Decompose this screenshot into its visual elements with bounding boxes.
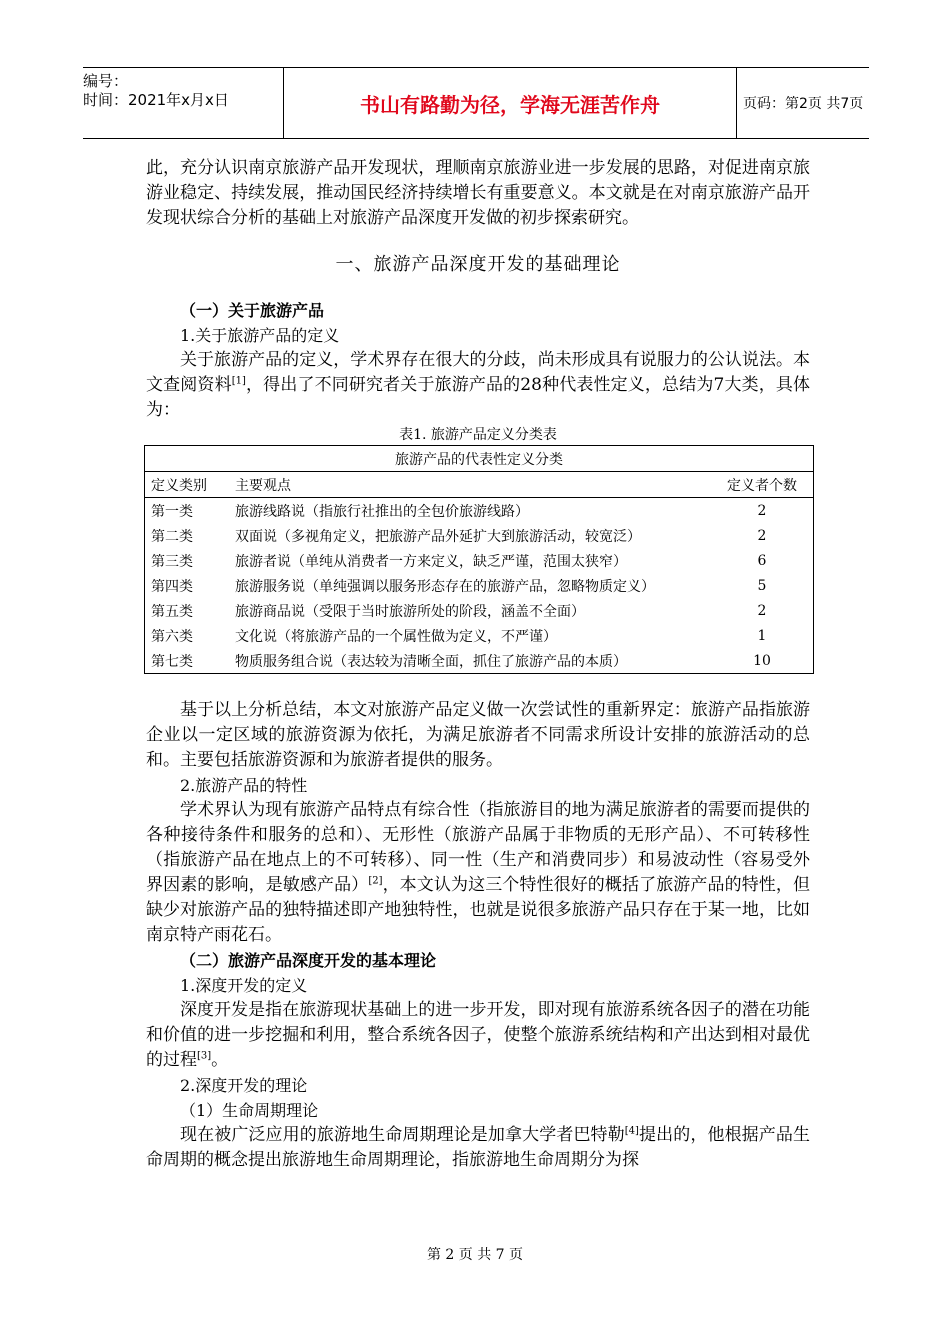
row-category: 第二类: [151, 528, 193, 545]
number-label: 编号：: [83, 72, 129, 90]
item-title-lifecycle: （1）生命周期理论: [180, 1101, 319, 1120]
text-run: ，本文认为这三个特性很好的概括了旅游产品的特性，但缺少对旅游产品的独特描述即产地独特性，也就是说很多旅游产品只存在于某一地，比如南京特产雨花石。: [146, 875, 811, 945]
reference-2: [2]: [368, 875, 383, 887]
table-title: 旅游产品的代表性定义分类: [145, 446, 814, 472]
table-row: [145, 648, 814, 674]
row-count: 5: [757, 577, 767, 594]
text-run: 关于旅游产品的定义，学术界存在很大的分歧，尚未形成具有说服力的公认说法。本文查阅资料: [146, 350, 810, 395]
row-category: 第五类: [151, 603, 193, 620]
text-run: 提出的，他根据产品生命周期的概念提出旅游地生命周期理论，指旅游地生命周期分为探: [146, 1125, 811, 1170]
row-count: 2: [757, 527, 767, 544]
text-run: 现在被广泛应用的旅游地生命周期理论是加拿大学者巴特勒: [180, 1125, 625, 1145]
row-view: 双面说（多视角定义，把旅游产品外延扩大到旅游活动，较宽泛）: [235, 528, 641, 545]
intro-paragraph: 此，充分认识南京旅游产品开发现状，理顺南京旅游业进一步发展的思路，对促进南京旅游业稳定、持续发展，推动国民经济持续增长有重要意义。本文就是在对南京旅游产品开发现状综合分析的基础上对旅游产品深度开发做的初步探索研究。: [146, 158, 810, 228]
text-run: 学术界认为现有旅游产品特点有综合性（指旅游目的地为满足旅游者的需要而提供的各种接待条件和服务的总和）、无形性（旅游产品属于非物质的无形产品）、不可转移性（指旅游产品在地点上的不可转移）、同一性（生产和消费同步）和易波动性（容易受外界因素的影响，是敏感产品）: [146, 800, 810, 895]
row-count: 10: [711, 648, 814, 674]
row-count: 1: [757, 627, 767, 644]
item-title-definition: 1.关于旅游产品的定义: [180, 326, 340, 345]
table-row: [145, 548, 814, 573]
definition-table: [144, 445, 814, 674]
row-count: 6: [757, 552, 767, 569]
table-row: [145, 498, 814, 524]
row-category: 第七类: [145, 648, 230, 674]
table-row: [145, 523, 814, 548]
row-category: 第四类: [151, 578, 193, 595]
page-header: [83, 67, 869, 139]
row-view: 旅游商品说（受限于当时旅游所处的阶段，涵盖不全面）: [235, 603, 585, 620]
header-motto: 书山有路勤为径，学海无涯苦作舟: [283, 68, 737, 138]
characteristics-paragraph: [146, 798, 810, 948]
row-category: 第一类: [151, 503, 193, 520]
item-title-deep-definition: 1.深度开发的定义: [180, 976, 308, 995]
section-title: 一、旅游产品深度开发的基础理论: [335, 254, 621, 275]
header-left-cell: [83, 68, 283, 138]
deep-definition-paragraph: [146, 998, 810, 1073]
text-run: 。: [211, 1050, 229, 1070]
reference-1: [1]: [231, 375, 246, 387]
row-view: 旅游者说（单纯从消费者一方来定义，缺乏严谨，范围太狭窄）: [235, 553, 627, 570]
row-view: 文化说（将旅游产品的一个属性做为定义，不严谨）: [235, 628, 557, 645]
subsection-title-2: （二）旅游产品深度开发的基本理论: [180, 951, 437, 970]
subsection-title-1: （一）关于旅游产品: [180, 301, 325, 320]
lifecycle-paragraph: [146, 1123, 810, 1173]
item-title-deep-theory: 2.深度开发的理论: [180, 1076, 308, 1095]
page-footer: 第 2 页 共 7 页: [426, 1247, 524, 1263]
table-row: [145, 623, 814, 648]
header-view: 主要观点: [229, 472, 711, 498]
text-run: 深度开发是指在旅游现状基础上的进一步开发，即对现有旅游系统各因子的潜在功能和价值的进一步挖掘和利用，整合系统各因子，使整个旅游系统结构和产出达到相对最优的过程: [146, 1000, 810, 1070]
reference-3: [3]: [197, 1050, 212, 1062]
table-caption: 表1. 旅游产品定义分类表: [399, 427, 557, 443]
row-view: 旅游线路说（指旅行社推出的全包价旅游线路）: [235, 503, 529, 520]
row-count: 2: [757, 602, 767, 619]
row-count: 2: [757, 502, 767, 519]
date-label: 时间：2021年x月x日: [83, 91, 229, 109]
header-category: 定义类别: [145, 472, 230, 498]
table-row: [145, 573, 814, 598]
definition-paragraph: [146, 348, 810, 423]
text-run: ，得出了不同研究者关于旅游产品的28种代表性定义，总结为7大类，具体为：: [146, 375, 811, 420]
row-view: 物质服务组合说（表达较为清晰全面，抓住了旅游产品的本质）: [229, 648, 711, 674]
header-page-info: 页码：第2页 共7页: [743, 96, 864, 112]
item-title-characteristics: 2.旅游产品的特性: [180, 776, 308, 795]
row-category: 第三类: [151, 553, 193, 570]
row-view: 旅游服务说（单纯强调以服务形态存在的旅游产品，忽略物质定义）: [235, 578, 655, 595]
row-category: 第六类: [151, 628, 193, 645]
reference-4: [4]: [624, 1125, 639, 1137]
header-count: 定义者个数: [711, 472, 814, 498]
redefinition-paragraph: 基于以上分析总结，本文对旅游产品定义做一次尝试性的重新界定：旅游产品指旅游企业以一定区域的旅游资源为依托，为满足旅游者不同需求所设计安排的旅游活动的总和。主要包括旅游资源和为旅游者提供的服务。: [146, 700, 810, 770]
table-row: [145, 598, 814, 623]
document-body: [146, 156, 810, 1173]
